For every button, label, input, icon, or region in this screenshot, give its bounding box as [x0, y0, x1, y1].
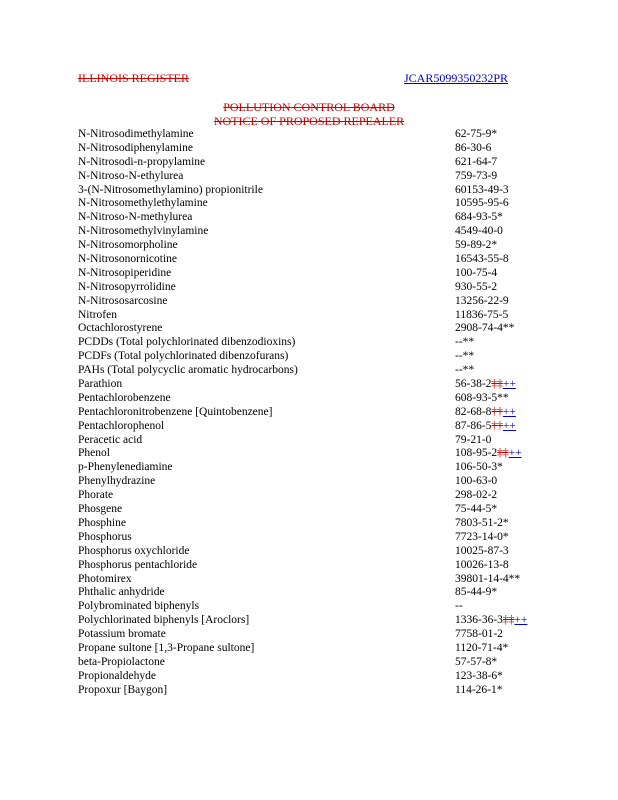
- substance-name: Phorate: [78, 489, 114, 502]
- cas-number: [455, 211, 503, 225]
- cas-number: [455, 461, 503, 475]
- table-row: [78, 142, 538, 156]
- deleted-footnote-mark: ††: [491, 405, 503, 418]
- table-row: [78, 225, 538, 239]
- cas-number: [455, 281, 497, 295]
- substance-name: N-Nitrosomorpholine: [78, 239, 178, 252]
- cas-number: [455, 447, 522, 461]
- table-row: [78, 461, 538, 475]
- substance-name: N-Nitrosomethylvinylamine: [78, 225, 209, 238]
- table-row: [78, 184, 538, 198]
- substance-name: Potassium bromate: [78, 628, 166, 641]
- cas-number: [455, 322, 514, 336]
- table-row: [78, 253, 538, 267]
- cas-value: --**: [455, 336, 475, 349]
- cas-value: 86-30-6: [455, 141, 492, 154]
- cas-value: 608-93-5**: [455, 391, 509, 404]
- cas-value: 56-38-2: [455, 378, 492, 391]
- cas-number: [455, 670, 503, 684]
- cas-value: 82-68-8: [455, 405, 492, 418]
- cas-value: --: [455, 600, 463, 613]
- cas-number: [455, 128, 497, 142]
- cas-number: [455, 475, 497, 489]
- substance-name: PAHs (Total polycyclic aromatic hydrocarbons): [78, 364, 298, 377]
- cas-value: 60153-49-3: [455, 183, 509, 196]
- document-code-link[interactable]: JCAR5099350232PR: [404, 71, 509, 85]
- cas-number: [455, 156, 497, 170]
- cas-value: 123-38-6*: [455, 669, 503, 682]
- substance-name: Pentachlorophenol: [78, 419, 165, 432]
- substance-name: N-Nitroso-N-ethylurea: [78, 169, 184, 182]
- substance-name: N-Nitrosodi-n-propylamine: [78, 155, 206, 168]
- cas-number: [455, 336, 474, 350]
- cas-number: [455, 489, 497, 503]
- cas-number: [455, 434, 491, 448]
- cas-number: [455, 392, 509, 406]
- cas-value: 7758-01-2: [455, 628, 503, 641]
- cas-value: 759-73-9: [455, 169, 498, 182]
- cas-number: [455, 545, 509, 559]
- table-row: [78, 531, 538, 545]
- substance-name: Octachlorostyrene: [78, 322, 163, 335]
- substance-name: Phosphorus: [78, 530, 132, 543]
- cas-number: [455, 559, 509, 573]
- substance-name: Phosphorus pentachloride: [78, 558, 198, 571]
- notice-title: NOTICE OF PROPOSED REPEALER: [213, 114, 405, 128]
- substance-name: Polybrominated biphenyls: [78, 600, 200, 613]
- table-row: [78, 517, 538, 531]
- deleted-footnote-mark: ††: [491, 419, 503, 432]
- table-row: [78, 128, 538, 142]
- cas-number: [455, 503, 497, 517]
- table-row: [78, 600, 538, 614]
- table-row: [78, 670, 538, 684]
- table-row: [78, 239, 538, 253]
- table-row: [78, 350, 538, 364]
- substance-name: Phenylhydrazine: [78, 475, 156, 488]
- substance-name: N-Nitrosodiphenylamine: [78, 141, 193, 154]
- substance-name: N-Nitrosomethylethylamine: [78, 197, 208, 210]
- table-row: [78, 447, 538, 461]
- cas-number: [455, 350, 474, 364]
- cas-number: [455, 420, 516, 434]
- cas-value: 87-86-5: [455, 419, 492, 432]
- cas-value: 16543-55-8: [455, 253, 509, 266]
- cas-number: [455, 656, 497, 670]
- board-title: POLLUTION CONTROL BOARD: [223, 100, 395, 114]
- cas-number: [455, 364, 474, 378]
- cas-value: 59-89-2*: [455, 239, 498, 252]
- cas-number: [455, 267, 497, 281]
- cas-value: 62-75-9*: [455, 128, 498, 140]
- cas-value: 10025-87-3: [455, 544, 509, 557]
- deleted-footnote-mark: ‡‡: [502, 614, 515, 627]
- cas-number: [455, 253, 509, 267]
- cas-value: 108-95-2: [455, 447, 498, 460]
- cas-number: [455, 239, 497, 253]
- table-row: [78, 614, 538, 628]
- table-row: [78, 656, 538, 670]
- cas-value: 4549-40-0: [455, 225, 503, 238]
- table-row: [78, 336, 538, 350]
- added-footnote-mark: ++: [502, 419, 516, 432]
- cas-value: 1120-71-4*: [455, 641, 509, 654]
- substance-name: Pentachlorobenzene: [78, 391, 171, 404]
- table-row: [78, 211, 538, 225]
- cas-number: [455, 600, 463, 614]
- added-footnote-mark: ++: [502, 405, 516, 418]
- table-row: [78, 559, 538, 573]
- table-row: [78, 309, 538, 323]
- substance-name: N-Nitrosodimethylamine: [78, 128, 194, 140]
- cas-value: 10595-95-6: [455, 197, 509, 210]
- substance-name: Propionaldehyde: [78, 669, 156, 682]
- cas-value: 621-64-7: [455, 155, 498, 168]
- cas-value: 39801-14-4**: [455, 572, 521, 585]
- cas-value: --**: [455, 350, 475, 363]
- substance-name: Parathion: [78, 378, 123, 391]
- cas-number: [455, 295, 509, 309]
- table-row: [78, 281, 538, 295]
- cas-value: 10026-13-8: [455, 558, 509, 571]
- table-row: [78, 364, 538, 378]
- substance-name: Photomirex: [78, 572, 132, 585]
- cas-number: [455, 378, 516, 392]
- cas-value: 1336-36-3: [455, 614, 503, 627]
- cas-number: [455, 573, 520, 587]
- added-footnote-mark: ++: [514, 614, 528, 627]
- substance-name: N-Nitrosopiperidine: [78, 266, 172, 279]
- cas-value: 7723-14-0*: [455, 530, 509, 543]
- table-row: [78, 434, 538, 448]
- cas-value: 2908-74-4**: [455, 322, 515, 335]
- cas-number: [455, 225, 503, 239]
- table-row: [78, 642, 538, 656]
- substance-name: Phosphorus oxychloride: [78, 544, 190, 557]
- cas-number: [455, 642, 508, 656]
- cas-value: 684-93-5*: [455, 211, 503, 224]
- table-row: [78, 684, 538, 698]
- substance-name: PCDDs (Total polychlorinated dibenzodioxins): [78, 336, 296, 349]
- table-row: [78, 573, 538, 587]
- cas-number: [455, 170, 497, 184]
- table-row: [78, 378, 538, 392]
- table-row: [78, 420, 538, 434]
- cas-value: 57-57-8*: [455, 655, 498, 668]
- cas-number: [455, 531, 509, 545]
- substance-name: Phosphine: [78, 516, 126, 529]
- cas-value: 100-75-4: [455, 266, 498, 279]
- cas-value: 85-44-9*: [455, 586, 498, 599]
- register-header: ILLINOIS REGISTER: [78, 71, 189, 85]
- table-row: [78, 489, 538, 503]
- substance-name: PCDFs (Total polychlorinated dibenzofurans): [78, 350, 289, 363]
- cas-number: [455, 184, 509, 198]
- cas-number: [455, 586, 497, 600]
- table-row: [78, 475, 538, 489]
- substance-name: 3-(N-Nitrosomethylamino) propionitrile: [78, 183, 263, 196]
- table-row: [78, 392, 538, 406]
- table-row: [78, 503, 538, 517]
- table-row: [78, 322, 538, 336]
- cas-value: --**: [455, 364, 475, 377]
- substance-name: Phosgene: [78, 503, 123, 516]
- cas-value: 13256-22-9: [455, 294, 509, 307]
- table-row: [78, 197, 538, 211]
- substance-name: Polychlorinated biphenyls [Aroclors]: [78, 614, 250, 627]
- substance-name: Propoxur [Baygon]: [78, 683, 168, 696]
- table-row: [78, 267, 538, 281]
- cas-value: 7803-51-2*: [455, 516, 509, 529]
- deleted-footnote-mark: ‡‡: [497, 447, 509, 460]
- cas-number: [455, 614, 527, 628]
- table-row: [78, 545, 538, 559]
- substance-name: Propane sultone [1,3-Propane sultone]: [78, 641, 255, 654]
- substance-name: Nitrofen: [78, 308, 117, 321]
- cas-number: [455, 684, 502, 698]
- cas-value: 11836-75-5: [455, 308, 509, 321]
- substance-name: p-Phenylenediamine: [78, 461, 173, 474]
- cas-number: [455, 517, 509, 531]
- substance-name: N-Nitrosonornicotine: [78, 253, 178, 266]
- cas-number: [455, 142, 491, 156]
- substance-name: N-Nitrososarcosine: [78, 294, 168, 307]
- cas-value: 298-02-2: [455, 489, 498, 502]
- table-row: [78, 295, 538, 309]
- added-footnote-mark: ++: [502, 378, 516, 391]
- cas-number: [455, 309, 508, 323]
- substance-name: Pentachloronitrobenzene [Quintobenzene]: [78, 405, 273, 418]
- table-row: [78, 170, 538, 184]
- substance-table: [78, 128, 538, 698]
- added-footnote-mark: ++: [508, 447, 522, 460]
- table-row: [78, 628, 538, 642]
- cas-value: 114-26-1*: [455, 683, 503, 696]
- substance-name: Peracetic acid: [78, 433, 143, 446]
- substance-name: N-Nitrosopyrrolidine: [78, 280, 176, 293]
- substance-name: Phthalic anhydride: [78, 586, 165, 599]
- cas-value: 75-44-5*: [455, 503, 498, 516]
- substance-name: beta-Propiolactone: [78, 655, 165, 668]
- cas-value: 79-21-0: [455, 433, 492, 446]
- cas-value: 100-63-0: [455, 475, 498, 488]
- cas-value: 930-55-2: [455, 280, 498, 293]
- substance-name: N-Nitroso-N-methylurea: [78, 211, 193, 224]
- deleted-footnote-mark: ‡‡: [491, 378, 503, 391]
- cas-number: [455, 197, 509, 211]
- cas-number: [455, 406, 516, 420]
- cas-number: [455, 628, 503, 642]
- table-row: [78, 406, 538, 420]
- table-row: [78, 586, 538, 600]
- substance-name: Phenol: [78, 447, 110, 460]
- table-row: [78, 156, 538, 170]
- cas-value: 106-50-3*: [455, 461, 503, 474]
